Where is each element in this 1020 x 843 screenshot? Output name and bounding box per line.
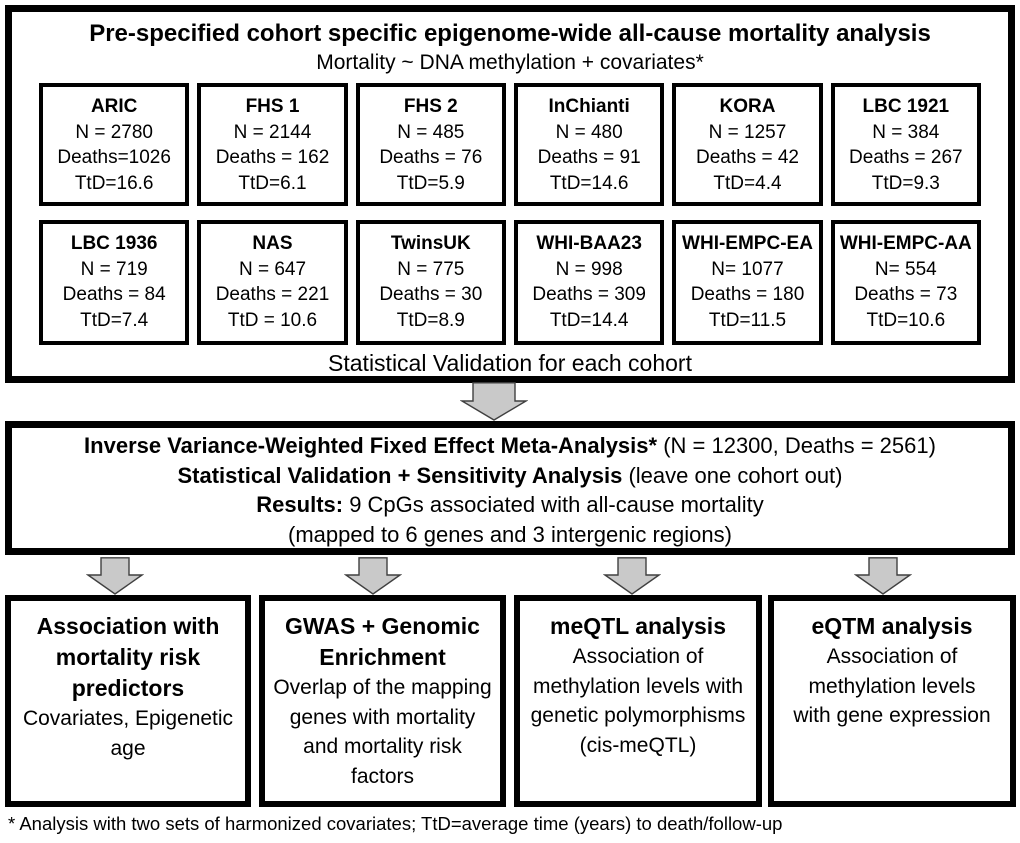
meta-line-1-regular: (N = 12300, Deaths = 2561) (657, 433, 936, 458)
cohort-name: WHI-EMPC-AA (839, 233, 972, 254)
cohort-deaths: Deaths=1026 (57, 147, 171, 168)
cohort-box-whi-baa23 (514, 220, 664, 345)
bottom-box-title: GWAS + Genomic Enrichment (285, 613, 480, 670)
down-arrow-branch-4 (854, 557, 912, 595)
cohort-name: FHS 2 (403, 96, 458, 117)
cohort-box-lbc1936 (39, 220, 189, 345)
meta-line-2-regular: (leave one cohort out) (622, 462, 843, 488)
bottom-box-title: meQTL analysis (550, 613, 726, 639)
cohort-box-inchianti (514, 83, 664, 206)
cohort-deaths: Deaths = 30 (379, 284, 483, 305)
cohort-n: N = 719 (80, 258, 148, 280)
eqtm-analysis-box (768, 595, 1016, 807)
meta-line-3 (12, 490, 1008, 520)
meta-analysis-box (5, 421, 1015, 555)
down-arrow-branch-1 (86, 557, 144, 595)
cohort-box-whi-empc-aa (831, 220, 981, 345)
meta-line-3-bold: Results: (256, 492, 344, 517)
cohort-n: N = 2780 (75, 121, 153, 143)
cohort-name: WHI-BAA23 (536, 233, 642, 254)
cohort-n: N = 480 (555, 121, 623, 143)
meta-line-2 (12, 461, 1008, 491)
cohort-deaths: Deaths = 91 (537, 147, 641, 168)
cohort-n: N = 2144 (233, 121, 312, 143)
cohort-name: ARIC (90, 96, 138, 117)
cohort-n: N = 384 (872, 121, 940, 143)
meta-line-2-bold: Statistical Validation + Sensitivity Analysis (177, 462, 623, 488)
cohort-grid (39, 83, 981, 345)
cohort-ttd: TtD=4.4 (713, 172, 782, 194)
cohort-ttd: TtD=14.4 (549, 309, 629, 331)
bottom-box-body: Association of methylation levels with genetic polymorphisms (cis-meQTL) (530, 645, 746, 757)
cohort-deaths: Deaths = 84 (62, 284, 166, 305)
cohort-name: KORA (719, 96, 776, 117)
bottom-box-body: Covariates, Epigenetic age (22, 707, 234, 760)
cohort-deaths: Deaths = 76 (379, 147, 483, 168)
bottom-box-title: eQTM analysis (811, 613, 973, 639)
meqtl-analysis-box (514, 595, 762, 807)
meta-line-3-regular: 9 CpGs associated with all-cause mortality (343, 492, 764, 517)
top-box-subtitle: Mortality ~ DNA methylation + covariates* (316, 51, 704, 74)
cohort-ttd: TtD = 10.6 (227, 309, 318, 331)
footnote: * Analysis with two sets of harmonized covariates; TtD=average time (years) to death/follow-up (8, 813, 783, 834)
down-arrow-branch-3 (603, 557, 661, 595)
cohort-deaths: Deaths = 42 (695, 147, 799, 168)
cohort-ttd: TtD=14.6 (549, 172, 629, 194)
cohort-ttd: TtD=7.4 (80, 309, 149, 331)
cohort-deaths: Deaths = 309 (532, 284, 646, 305)
cohort-box-aric (39, 83, 189, 206)
cohort-box-fhs1 (197, 83, 347, 206)
cohort-deaths: Deaths = 162 (215, 147, 330, 168)
cohort-deaths: Deaths = 221 (215, 284, 330, 305)
cohort-n: N = 1257 (708, 121, 787, 143)
cohort-n: N= 1077 (711, 258, 784, 280)
bottom-box-title: Association with mortality risk predictors (36, 613, 220, 701)
cohort-ttd: TtD=11.5 (708, 309, 787, 331)
cohort-n: N = 775 (397, 258, 465, 280)
cohort-name: FHS 1 (245, 96, 300, 117)
top-box-title: Pre-specified cohort specific epigenome-wide all-cause mortality analysis (89, 20, 931, 47)
cohort-box-fhs2 (356, 83, 506, 206)
cohort-ttd: TtD=8.9 (396, 309, 465, 331)
cohort-name: NAS (252, 233, 293, 254)
meta-line-1-bold: Inverse Variance-Weighted Fixed Effect Meta-Analysis* (84, 433, 658, 458)
cohort-name: LBC 1936 (70, 233, 158, 254)
cohort-n: N = 647 (238, 258, 307, 280)
cohort-n: N = 998 (555, 258, 623, 280)
cohort-deaths: Deaths = 267 (849, 147, 963, 168)
cohort-box-lbc1921 (831, 83, 981, 206)
cohort-ttd: TtD=6.1 (238, 172, 307, 194)
bottom-box-body: Overlap of the mapping genes with mortality and mortality risk factors (273, 676, 492, 788)
association-mortality-predictors-box (5, 595, 251, 807)
cohort-analysis-box (5, 5, 1015, 383)
cohort-ttd: TtD=5.9 (396, 172, 465, 194)
bottom-box-body: Association of methylation levels with gene expression (793, 645, 991, 727)
statistical-validation-note: Statistical Validation for each cohort (328, 350, 692, 376)
meta-line-4: (mapped to 6 genes and 3 intergenic regions) (288, 521, 732, 547)
cohort-ttd: TtD=10.6 (866, 309, 946, 331)
cohort-name: LBC 1921 (862, 96, 950, 117)
meta-line-1 (12, 431, 1008, 461)
cohort-deaths: Deaths = 73 (854, 284, 958, 305)
cohort-box-kora (672, 83, 822, 206)
gwas-genomic-enrichment-box (259, 595, 506, 807)
cohort-name: InChianti (548, 96, 630, 117)
cohort-box-whi-empc-ea (672, 220, 822, 345)
down-arrow-main (460, 382, 528, 421)
cohort-n: N = 485 (397, 121, 465, 143)
cohort-ttd: TtD=9.3 (871, 172, 940, 194)
cohort-ttd: TtD=16.6 (74, 172, 154, 194)
cohort-name: TwinsUK (390, 233, 471, 254)
cohort-box-nas (197, 220, 347, 345)
cohort-deaths: Deaths = 180 (690, 284, 805, 305)
cohort-box-twinsuk (356, 220, 506, 345)
cohort-name: WHI-EMPC-EA (682, 233, 813, 254)
down-arrow-branch-2 (344, 557, 402, 595)
cohort-n: N= 554 (874, 258, 937, 280)
